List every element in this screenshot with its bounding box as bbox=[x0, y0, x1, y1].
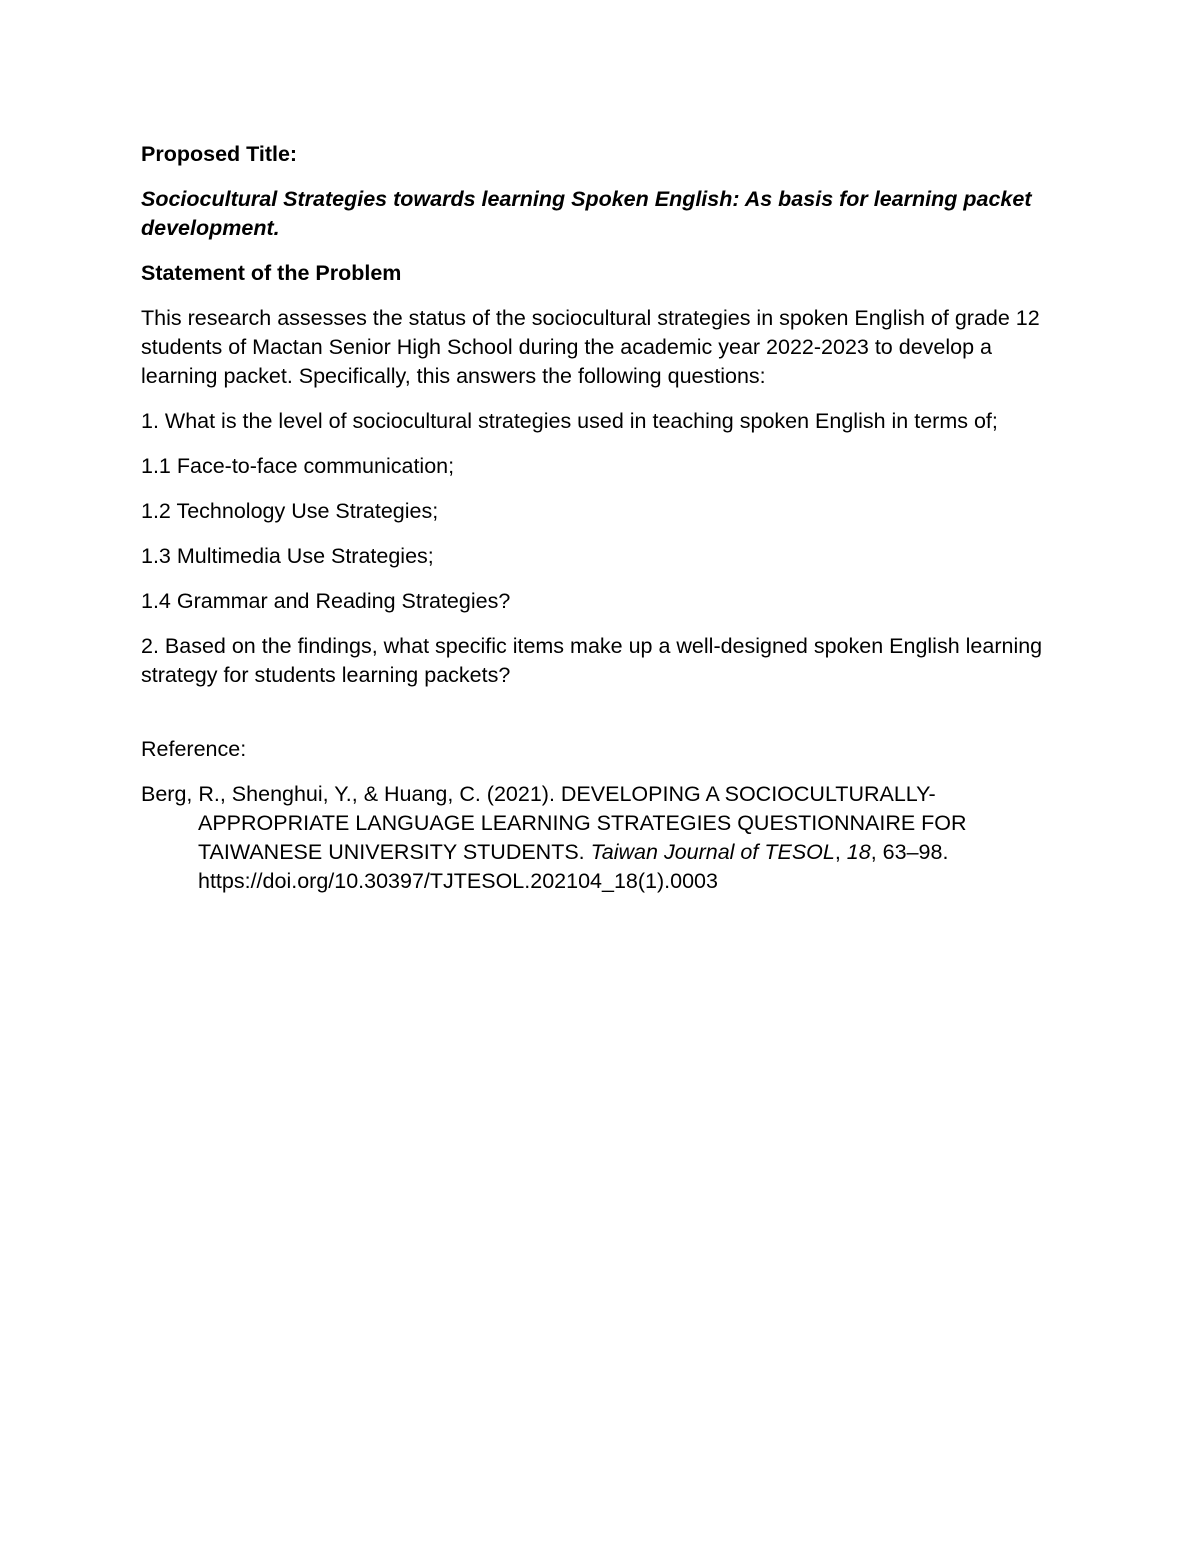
list-item: 1.3 Multimedia Use Strategies; bbox=[141, 544, 434, 568]
list-item: 1.4 Grammar and Reading Strategies? bbox=[141, 589, 511, 613]
citation-pages: , 63–98. bbox=[870, 840, 949, 864]
citation-doi-link[interactable]: https://doi.org/10.30397/TJTESOL.202104_18(1).0003 bbox=[198, 869, 718, 893]
reference-label: Reference: bbox=[141, 737, 247, 761]
document-page bbox=[141, 140, 1056, 896]
citation-volume: 18 bbox=[846, 840, 871, 864]
proposed-title-label: Proposed Title: bbox=[141, 142, 298, 166]
question-2: 2. Based on the findings, what specific items make up a well-designed spoken English learning strategy for students learning packets? bbox=[141, 634, 1043, 687]
proposed-title: Sociocultural Strategies towards learning Spoken English: As basis for learning packet development. bbox=[141, 187, 1032, 240]
list-item: 1.2 Technology Use Strategies; bbox=[141, 499, 439, 523]
citation-authors-title: Berg, R., Shenghui, Y., & Huang, C. (2021). DEVELOPING A SOCIOCULTURALLY-APPROPRIATE LANGUAGE LEARNING STRATEGIES QUESTIONNAIRE FOR TAIWANESE UNIVERSITY STUDENTS. bbox=[141, 782, 967, 864]
intro-paragraph: This research assesses the status of the sociocultural strategies in spoken English of grade 12 students of Mactan Senior High School during the academic year 2022-2023 to develop a learning packet. Specifically, this answers the following questions: bbox=[141, 306, 1040, 388]
statement-heading: Statement of the Problem bbox=[141, 261, 402, 285]
citation-separator: , bbox=[834, 840, 847, 864]
reference-citation bbox=[141, 780, 1056, 896]
citation-journal: Taiwan Journal of TESOL bbox=[590, 840, 835, 864]
list-item: 1.1 Face-to-face communication; bbox=[141, 454, 455, 478]
question-1: 1. What is the level of sociocultural strategies used in teaching spoken English in terms of; bbox=[141, 409, 998, 433]
